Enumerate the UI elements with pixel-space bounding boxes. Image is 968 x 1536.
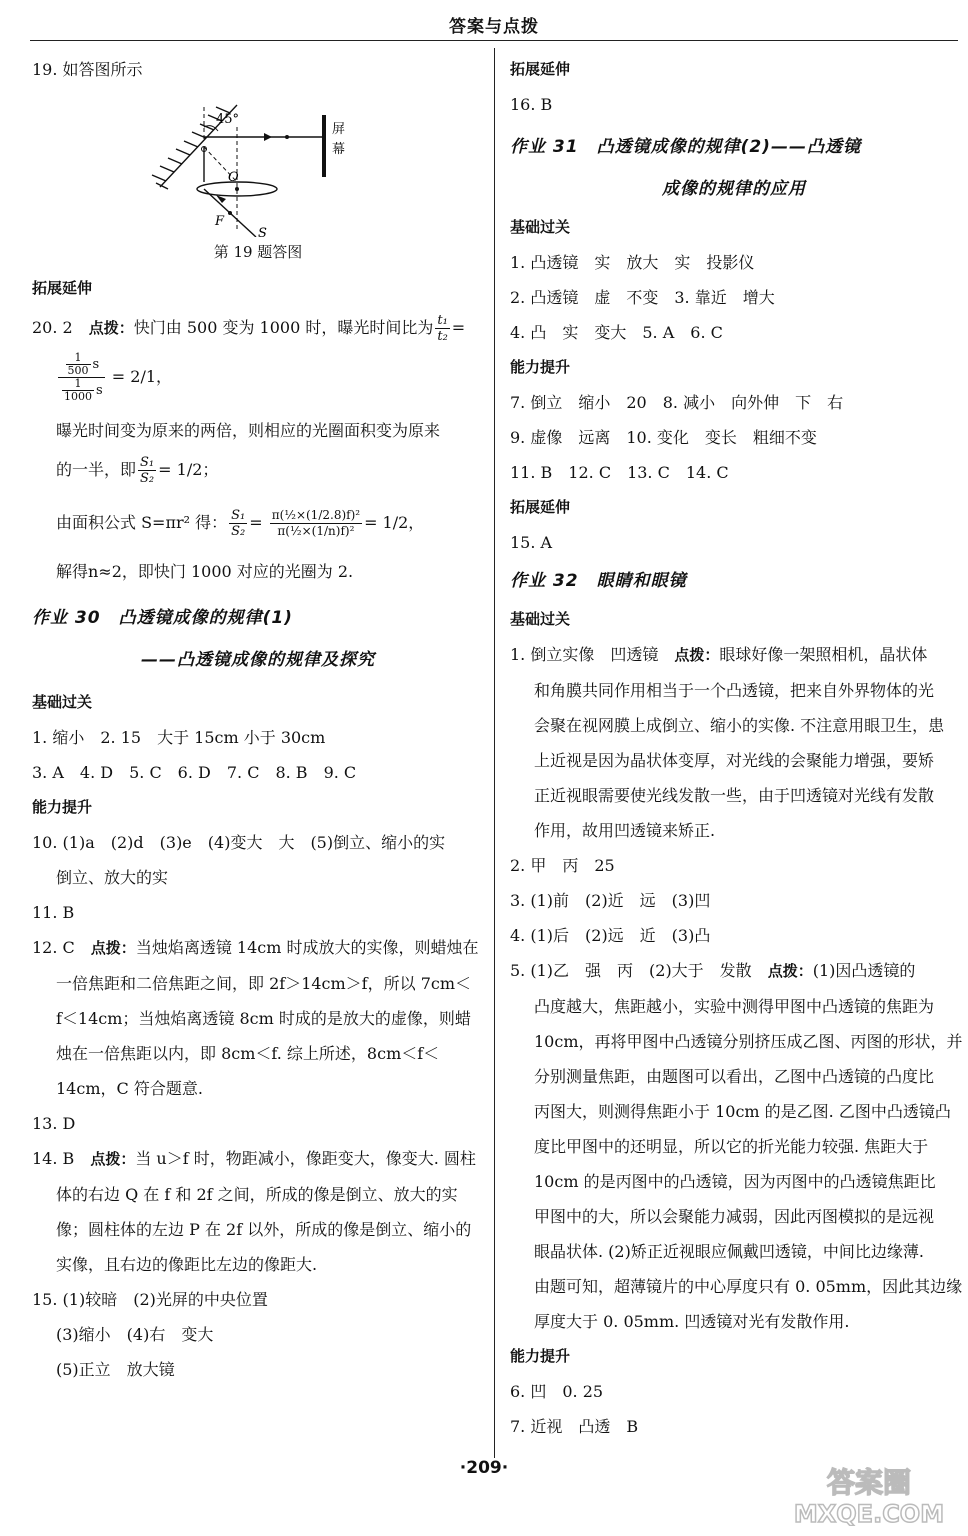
q20-line3: 的一半，即 $\frac{\text{S₁}}{\text{S₂}}$ = 1/2； <box>56 455 219 486</box>
answer-r7: 7. 倒立 缩小 20 8. 减小 向外伸 下 右 <box>510 393 844 412</box>
section-30-title: 作业 30 凸透镜成像的规律(1) <box>32 608 293 628</box>
heading-extension-r2: 拓展延伸 <box>510 498 571 516</box>
answer-c5-l5: 度比甲图中的还明显，所以它的折光能力较强. 焦距大于 <box>534 1137 929 1156</box>
answer-c1-l6: 作用，故用凹透镜来矫正. <box>534 821 716 840</box>
answer-r15: 15. A <box>510 533 553 552</box>
answer-c5-l6: 10cm 的是丙图中的凸透镜，因为丙图中的凸透镜焦距比 <box>534 1172 936 1191</box>
answer-15c: (5)正立 放大镜 <box>56 1360 175 1379</box>
answer-12-head: 12. C 点拨：当烛焰离透镜 14cm 时成放大的实像，则蜡烛在 <box>32 938 479 957</box>
answer-r2: 2. 凸透镜 虚 不变 3. 靠近 增大 <box>510 288 775 307</box>
answer-c5-l1: 凸度越大，焦距越小，实验中测得甲图中凸透镜的焦距为 <box>534 997 935 1016</box>
watermark-top-text: 答案圈 <box>826 1466 912 1499</box>
left-column <box>32 52 484 1387</box>
page-number: ·209· <box>459 1458 509 1478</box>
heading-basic-r: 基础过关 <box>510 218 571 236</box>
answer-c5-l9: 由题可知，超薄镜片的中心厚度只有 0. 05mm，因此其边缘 <box>534 1277 963 1296</box>
answer-10a: 10. (1)a (2)d (3)e (4)变大 大 (5)倒立、缩小的实 <box>32 833 446 852</box>
page-header: 答案与点拨 <box>449 17 539 37</box>
watermark-logo <box>784 1462 954 1526</box>
answer-c1-l5: 正近视眼需要使光线发散一些，由于凹透镜对光线有发散 <box>534 786 935 805</box>
answer-c1-head: 1. 倒立实像 凹透镜 点拨：眼球好像一架照相机，晶状体 <box>510 645 928 664</box>
section-31-title: 作业 31 凸透镜成像的规律(2)——凸透镜 <box>510 137 861 157</box>
heading-ability: 能力提升 <box>32 798 93 816</box>
answer-c5-head: 5. (1)乙 强 丙 (2)大于 发散 点拨：(1)因凸透镜的 <box>510 961 916 980</box>
q20-equation: $\frac{1}{500}$ s $\frac{1}{1000}$ s = 2/1， <box>56 352 484 403</box>
answer-13: 13. D <box>32 1114 76 1133</box>
point-O-label: O <box>228 170 239 185</box>
answer-c5-l10: 厚度大于 0. 05mm. 凹透镜对光有发散作用. <box>534 1312 850 1331</box>
answer-c1-l3: 会聚在视网膜上成倒立、缩小的实像. 不注意用眼卫生，患 <box>534 716 945 735</box>
answer-r11: 11. B 12. C 13. C 14. C <box>510 463 729 482</box>
point-S-label: S <box>258 226 267 237</box>
section-30-subtitle: ——凸透镜成像的规律及探究 <box>141 650 375 670</box>
section-32-title: 作业 32 眼睛和眼镜 <box>510 571 687 591</box>
q19-figure <box>32 87 484 237</box>
answer-c1-l4: 上近视是因为晶状体变厚，对光线的会聚能力增强，要矫 <box>534 751 935 770</box>
answer-14-l4: 实像，且右边的像距比左边的像距大. <box>56 1255 318 1274</box>
screen-label-bottom: 幕 <box>332 142 346 157</box>
answer-c5-l7: 甲图中的大，所以会聚能力减弱，因此丙图模拟的是远视 <box>534 1207 935 1226</box>
screen-label-top: 屏 <box>332 122 346 137</box>
answer-r9: 9. 虚像 远离 10. 变化 变长 粗细不变 <box>510 428 817 447</box>
watermark-bottom-text: MXQE.COM <box>793 1500 945 1526</box>
answer-3: 3. A 4. D 5. C 6. D 7. C 8. B 9. C <box>32 763 357 782</box>
heading-ability-r2: 能力提升 <box>510 1347 571 1365</box>
q20-line5: 解得n≈2，即快门 1000 对应的光圈为 2. <box>56 562 354 581</box>
answer-c5-l4: 丙图大，则测得焦距小于 10cm 的是乙图. 乙图中凸透镜凸 <box>534 1102 951 1121</box>
answer-12-l2: 一倍焦距和二倍焦距之间，即 2f＞14cm＞f，所以 7cm＜ <box>56 974 472 993</box>
answer-12-l4: 烛在一倍焦距以内，即 8cm＜f. 综上所述，8cm＜f＜ <box>56 1044 440 1063</box>
q20-line1: 20. 2 点拨：快门由 500 变为 1000 时，曝光时间比为 $\frac{\text{t₁}}{\text{t₂}}$ = <box>32 313 466 344</box>
answer-c3: 3. (1)前 (2)近 远 (3)凹 <box>510 891 711 910</box>
heading-basic-r2: 基础过关 <box>510 610 571 628</box>
heading-extension-r: 拓展延伸 <box>510 60 571 78</box>
header-rule <box>30 40 958 41</box>
answer-c5-l3: 分别测量焦距，由题图可以看出，乙图中凸透镜的凸度比 <box>534 1067 935 1086</box>
answer-c5-l8: 眼晶状体. (2)矫正近视眼应佩戴凹透镜，中间比边缘薄. <box>534 1242 924 1261</box>
answer-1: 1. 缩小 2. 15 大于 15cm 小于 30cm <box>32 728 326 747</box>
q20-line4: 由面积公式 S=πr² 得： $\frac{\text{S₁}}{\text{S₂}}$ = $\frac{\text{π(½×(1/2.8)f)²}}{\text{π(½×(1/n)f)²}}$ = 1/2， <box>56 508 425 539</box>
right-column <box>510 52 963 1444</box>
answer-r1: 1. 凸透镜 实 放大 实 投影仪 <box>510 253 755 272</box>
answer-15a: 15. (1)较暗 (2)光屏的中央位置 <box>32 1290 268 1309</box>
answer-c7: 7. 近视 凸透 B <box>510 1417 639 1436</box>
optics-diagram <box>32 87 484 237</box>
q19-line: 19. 如答图所示 <box>32 60 143 79</box>
point-F-label: F <box>215 214 225 229</box>
answer-12-l5: 14cm，C 符合题意. <box>56 1079 203 1098</box>
answer-10b: 倒立、放大的实 <box>56 868 169 887</box>
heading-basic: 基础过关 <box>32 693 93 711</box>
answer-c2: 2. 甲 丙 25 <box>510 856 615 875</box>
heading-ability-r: 能力提升 <box>510 358 571 376</box>
answer-16: 16. B <box>510 95 553 114</box>
q20-line2: 曝光时间变为原来的两倍，则相应的光圈面积变为原来 <box>56 421 441 440</box>
answer-14-l3: 像；圆柱体的左边 P 在 2f 以外，所成的像是倒立、缩小的 <box>56 1220 472 1239</box>
answer-11: 11. B <box>32 903 75 922</box>
answer-15b: (3)缩小 (4)右 变大 <box>56 1325 214 1344</box>
answer-c4: 4. (1)后 (2)远 近 (3)凸 <box>510 926 711 945</box>
answer-14-l2: 体的右边 Q 在 f 和 2f 之间，所成的像是倒立、放大的实 <box>56 1185 458 1204</box>
figure-caption: 第 19 题答图 <box>213 243 303 261</box>
angle-label: 45° <box>216 112 240 127</box>
answer-c1-l2: 和角膜共同作用相当于一个凸透镜，把来自外界物体的光 <box>534 681 935 700</box>
answer-12-l3: f＜14cm；当烛焰离透镜 8cm 时成的是放大的虚像，则蜡 <box>56 1009 471 1028</box>
answer-r4: 4. 凸 实 变大 5. A 6. C <box>510 323 723 342</box>
answer-14-head: 14. B 点拨：当 u＞f 时，物距减小，像距变大，像变大. 圆柱 <box>32 1149 476 1168</box>
section-31-subtitle: 成像的规律的应用 <box>662 179 806 199</box>
heading-extension: 拓展延伸 <box>32 279 93 297</box>
column-divider <box>494 48 495 1458</box>
answer-c5-l2: 10cm，再将甲图中凸透镜分别挤压成乙图、丙图的形状，并 <box>534 1032 963 1051</box>
answer-c6: 6. 凹 0. 25 <box>510 1382 604 1401</box>
